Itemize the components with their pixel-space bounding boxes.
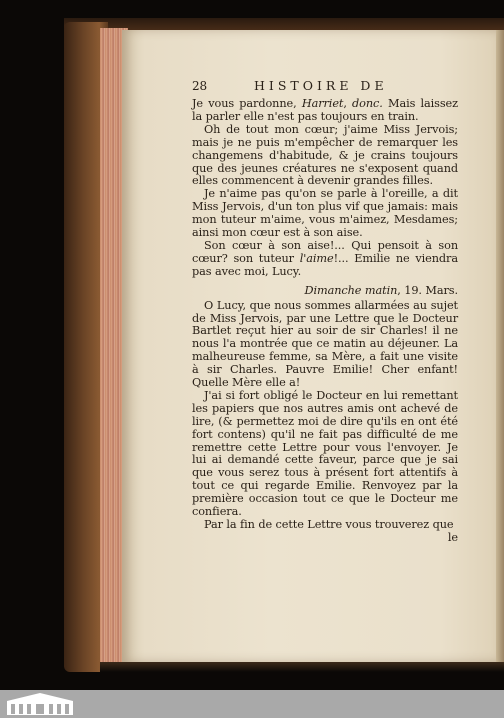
text-run: Oh de tout mon cœur; j'aime Miss Jervois; mais je ne puis m'empêcher de remarquer les changemens d'habitude, & je crains toujours que des jeunes créatures ne s'exposent quand elles commencent à devenir grandes filles. bbox=[192, 122, 458, 188]
letter-dateline bbox=[192, 285, 458, 298]
paragraph bbox=[192, 390, 458, 519]
page-right-edge bbox=[496, 30, 504, 662]
text-run: Je vous pardonne, bbox=[192, 97, 302, 110]
page-number: 28 bbox=[192, 79, 208, 93]
catchword: le bbox=[447, 530, 458, 544]
text-run: Par la fin de cette Lettre vous trouverez que bbox=[204, 518, 454, 531]
page-header bbox=[192, 80, 458, 96]
library-building-icon[interactable] bbox=[5, 692, 75, 716]
text-run: Son cœur à son aise!... Qui pensoit à son cœur? son tuteur bbox=[192, 238, 458, 265]
italic-text: donc. bbox=[352, 97, 383, 110]
viewer-footer-bar bbox=[0, 690, 504, 718]
italic-text: Dimanche matin bbox=[304, 283, 398, 297]
text-run: Je n'aime pas qu'on se parle à l'oreille, a dit Miss Jervois, d'un ton plus vif que jamais: mais mon tuteur m'aime, vous m'aimez, Mesdames; ainsi mon cœur est à son aise. bbox=[192, 187, 458, 240]
text-run: !... Emilie ne viendra pas avec moi, Lucy. bbox=[192, 251, 458, 278]
text-run: J'ai si fort obligé le Docteur en lui remettant les papiers que nos autres amis ont achevé de lire, (& permettez moi de dire qu'ils en ont été fort contens) qu'il ne fait pas difficulté de me remettre cette Lettre pour vous l'envoyer. Je lui ai demandé cette faveur, parce que je sai que vous serez tous à présent fort attentifs à tout ce qui regarde Emilie. Renvoyez par la première occasion tout ce que le Docteur me confiera. bbox=[192, 388, 458, 519]
text-run: O Lucy, que nous sommes allarmées au sujet de Miss Jervois, par une Lettre que le Docteur Bartlet reçut hier au soir de sir Charles! il ne nous l'a montrée que ce matin au déjeuner. La malheureuse femme, sa Mère, a fait une visite à sir Charles. Pauvre Emilie! Cher enfant! Quelle Mère elle a! bbox=[192, 298, 458, 390]
paragraph bbox=[192, 98, 458, 124]
paragraph bbox=[192, 240, 458, 279]
page-text-block bbox=[192, 80, 458, 545]
paragraph bbox=[192, 188, 458, 240]
italic-text: l'aime bbox=[299, 251, 334, 265]
text-run: , 19. Mars. bbox=[397, 283, 458, 297]
text-run: Mais laissez la parler elle n'est pas toujours en train. bbox=[192, 97, 458, 123]
paragraph bbox=[192, 300, 458, 390]
italic-text: Harriet bbox=[301, 97, 344, 110]
page-shadow bbox=[100, 662, 504, 672]
paragraph bbox=[192, 124, 458, 189]
text-run: , bbox=[343, 97, 353, 110]
paragraph bbox=[192, 519, 458, 532]
running-head: HISTOIRE DE bbox=[254, 78, 388, 93]
